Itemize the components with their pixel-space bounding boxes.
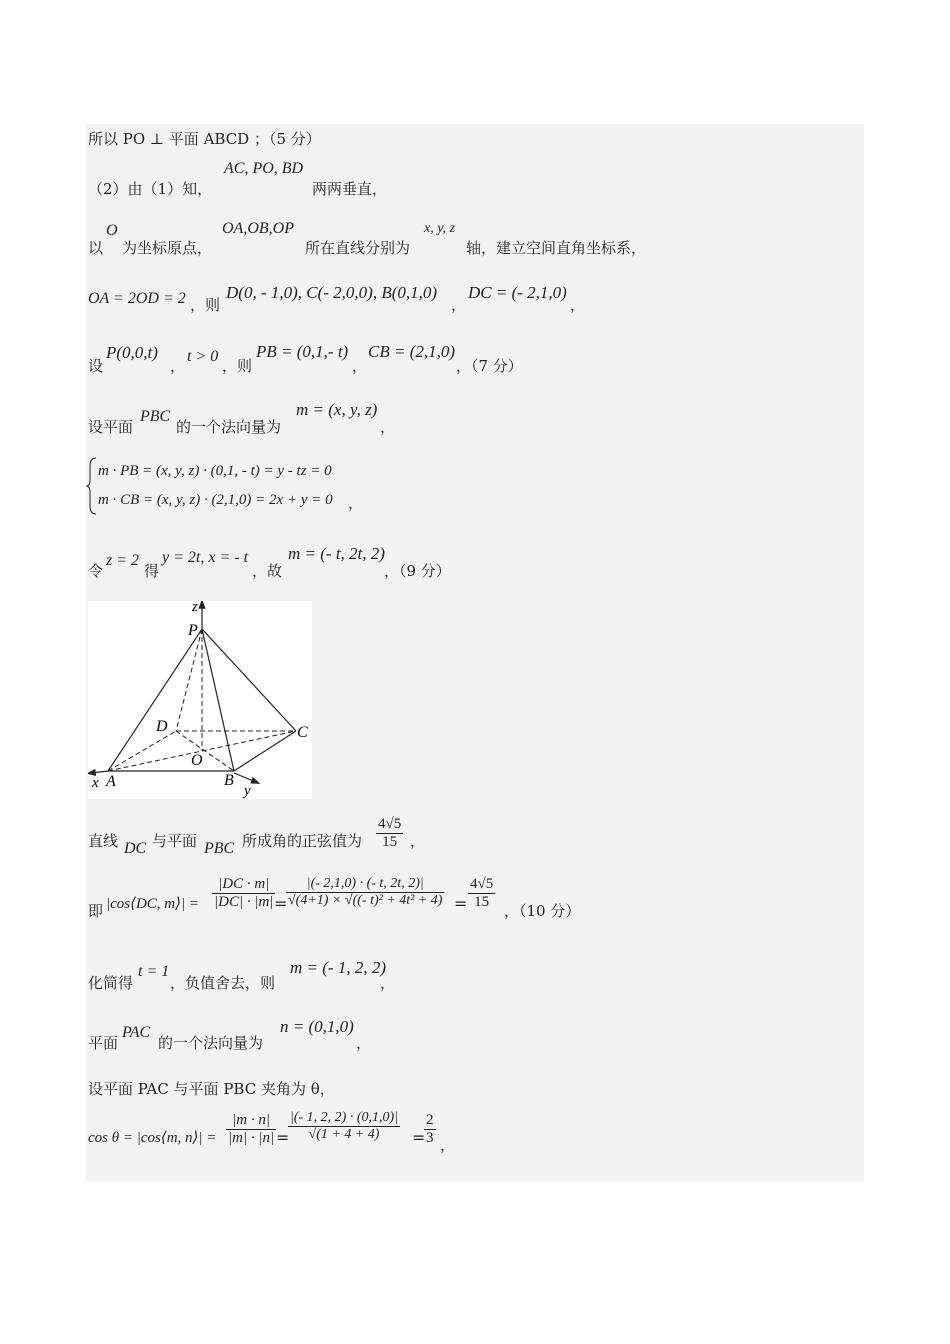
line-3-e: 所在直线分别为 bbox=[305, 239, 411, 257]
line-11-c: ，负值舍去，则 bbox=[170, 974, 276, 992]
line-11-e: ， bbox=[380, 974, 396, 992]
frac4-denominator: |m| · |n| bbox=[228, 1130, 275, 1146]
line-14-cos: cos θ = |cos⟨m, n⟩| = bbox=[88, 1130, 217, 1146]
label-P: P bbox=[188, 622, 198, 639]
pyramid-diagram bbox=[88, 601, 312, 799]
line-5-pb: PB = (0,1,- t) bbox=[256, 342, 349, 361]
system-eq-1: m · PB = (x, y, z) · (0,1, - t) = y - tz = 0 bbox=[98, 463, 332, 479]
line-11-m: m = (- 1, 2, 2) bbox=[290, 958, 386, 977]
line-4-f: ， bbox=[570, 296, 586, 314]
line-5-e: ，则 bbox=[222, 357, 253, 375]
line-3-c: 为坐标原点， bbox=[122, 239, 213, 257]
frac1-denominator: |DC| · |m| bbox=[214, 894, 274, 910]
line-14-eq2: = bbox=[412, 1128, 426, 1147]
line-11-a: 化简得 bbox=[88, 974, 134, 992]
line-10-frac3 bbox=[468, 876, 495, 911]
line-12-e: ， bbox=[356, 1034, 372, 1052]
system-eq-2: m · CB = (x, y, z) · (2,1,0) = 2x + y = 0 bbox=[98, 492, 333, 508]
label-z: z bbox=[192, 601, 198, 615]
system-end: ， bbox=[348, 494, 364, 512]
line-4-points: D(0, - 1,0), C(- 2,0,0), B(0,1,0) bbox=[226, 283, 438, 302]
line-9-a: 直线 bbox=[88, 832, 119, 850]
line-10-eq: = bbox=[274, 894, 288, 913]
line-8-yx: y = 2t, x = - t bbox=[162, 549, 249, 566]
line-1 bbox=[88, 128, 321, 149]
label-C: C bbox=[297, 724, 308, 741]
frac2-numerator: |(- 2,1,0) · (- t, 2t, 2)| bbox=[286, 876, 444, 893]
line-9-fraction bbox=[376, 816, 403, 851]
line-3-xyz: x, y, z bbox=[424, 221, 456, 236]
line-5-c: ， bbox=[170, 357, 186, 375]
line-9-pbc: PBC bbox=[204, 840, 235, 857]
line-2-a: （2）由（1）知， bbox=[88, 180, 213, 198]
label-A: A bbox=[106, 773, 116, 790]
line-14-frac3 bbox=[424, 1112, 436, 1147]
line-6-e: ， bbox=[380, 418, 396, 436]
line-9-f: ， bbox=[410, 832, 426, 850]
line-9-e: 所成角的正弦值为 bbox=[242, 832, 363, 850]
line-4-dc: DC = (- 2,1,0) bbox=[468, 283, 567, 302]
frac4-numerator: |m · n| bbox=[226, 1112, 276, 1130]
line-5-g: ， bbox=[352, 357, 368, 375]
frac6-denominator: 3 bbox=[426, 1130, 434, 1146]
line-5-score: ，（7 分） bbox=[456, 357, 523, 375]
frac-denominator: 15 bbox=[382, 834, 398, 850]
line-8-score: ，（9 分） bbox=[384, 562, 451, 580]
line-3-a: 以 bbox=[88, 239, 104, 257]
line-3-g: 轴，建立空间直角坐标系， bbox=[466, 239, 647, 257]
line-4-d: ， bbox=[451, 296, 467, 314]
line-6-pbc: PBC bbox=[140, 408, 171, 425]
line-10-score: ，（10 分） bbox=[504, 902, 581, 920]
line-5-t: t > 0 bbox=[187, 348, 219, 365]
line-6-a: 设平面 bbox=[88, 418, 134, 436]
line-2-math: AC, PO, BD bbox=[224, 160, 304, 177]
line-3-origin: O bbox=[106, 222, 118, 239]
line-5-cb: CB = (2,1,0) bbox=[368, 342, 456, 361]
line-13: 设平面 PAC 与平面 PBC 夹角为 θ， bbox=[88, 1080, 335, 1098]
line-12-a: 平面 bbox=[88, 1034, 119, 1052]
pyramid-figure bbox=[88, 601, 312, 799]
y-axis bbox=[234, 773, 256, 782]
line-14-end: ， bbox=[440, 1136, 456, 1154]
frac5-numerator: |(- 1, 2, 2) · (0,1,0)| bbox=[290, 1110, 399, 1125]
frac3-numerator: 4√5 bbox=[470, 876, 494, 892]
frac-numerator: 4√5 bbox=[378, 816, 402, 832]
frac1-numerator: |DC · m| bbox=[212, 876, 275, 894]
label-O: O bbox=[191, 752, 203, 769]
line-10-frac1 bbox=[212, 876, 275, 911]
line-12-n: n = (0,1,0) bbox=[280, 1017, 354, 1036]
line-6-m: m = (x, y, z) bbox=[296, 400, 378, 419]
line-8-m: m = (- t, 2t, 2) bbox=[288, 544, 385, 563]
line-3-axes: OA,OB,OP bbox=[222, 220, 294, 237]
line-4-oa: OA = 2OD = 2 bbox=[88, 290, 186, 307]
text-conclusion: 所以 PO ⊥ 平面 ABCD ；（5 分） bbox=[88, 130, 321, 148]
line-8-e: ，故 bbox=[252, 562, 283, 580]
line-14-frac2 bbox=[288, 1110, 400, 1143]
line-10-cos: |cos⟨DC, m⟩| = bbox=[106, 896, 199, 912]
line-9-c: 与平面 bbox=[152, 832, 198, 850]
line-10-frac2 bbox=[286, 876, 444, 909]
line-8-c: 得 bbox=[144, 562, 160, 580]
label-B: B bbox=[224, 772, 234, 789]
line-8-z: z = 2 bbox=[106, 552, 140, 569]
line-9-dc: DC bbox=[124, 840, 147, 857]
line-4-b: ，则 bbox=[190, 296, 221, 314]
line-10-a: 即 bbox=[88, 902, 104, 920]
line-10-eq2: = bbox=[454, 894, 468, 913]
line-5-p: P(0,0,t) bbox=[106, 343, 158, 362]
frac3-denominator: 15 bbox=[474, 894, 490, 910]
frac2-denominator: √(4+1) × √((- t)² + 4t² + 4) bbox=[288, 893, 443, 908]
line-12-c: 的一个法向量为 bbox=[158, 1034, 264, 1052]
line-2-c: 两两垂直， bbox=[312, 180, 388, 198]
line-5-a: 设 bbox=[88, 357, 104, 375]
line-14-eq: = bbox=[276, 1128, 290, 1147]
line-14-frac1 bbox=[226, 1112, 276, 1147]
line-12-pac: PAC bbox=[122, 1024, 151, 1041]
label-D: D bbox=[156, 718, 168, 735]
line-6-c: 的一个法向量为 bbox=[176, 418, 282, 436]
line-8-a: 令 bbox=[88, 562, 104, 580]
label-x: x bbox=[92, 775, 99, 791]
frac6-numerator: 2 bbox=[426, 1112, 434, 1128]
label-y: y bbox=[244, 783, 251, 799]
line-11-t: t = 1 bbox=[138, 963, 170, 980]
frac5-denominator: √(1 + 4 + 4) bbox=[308, 1127, 380, 1142]
